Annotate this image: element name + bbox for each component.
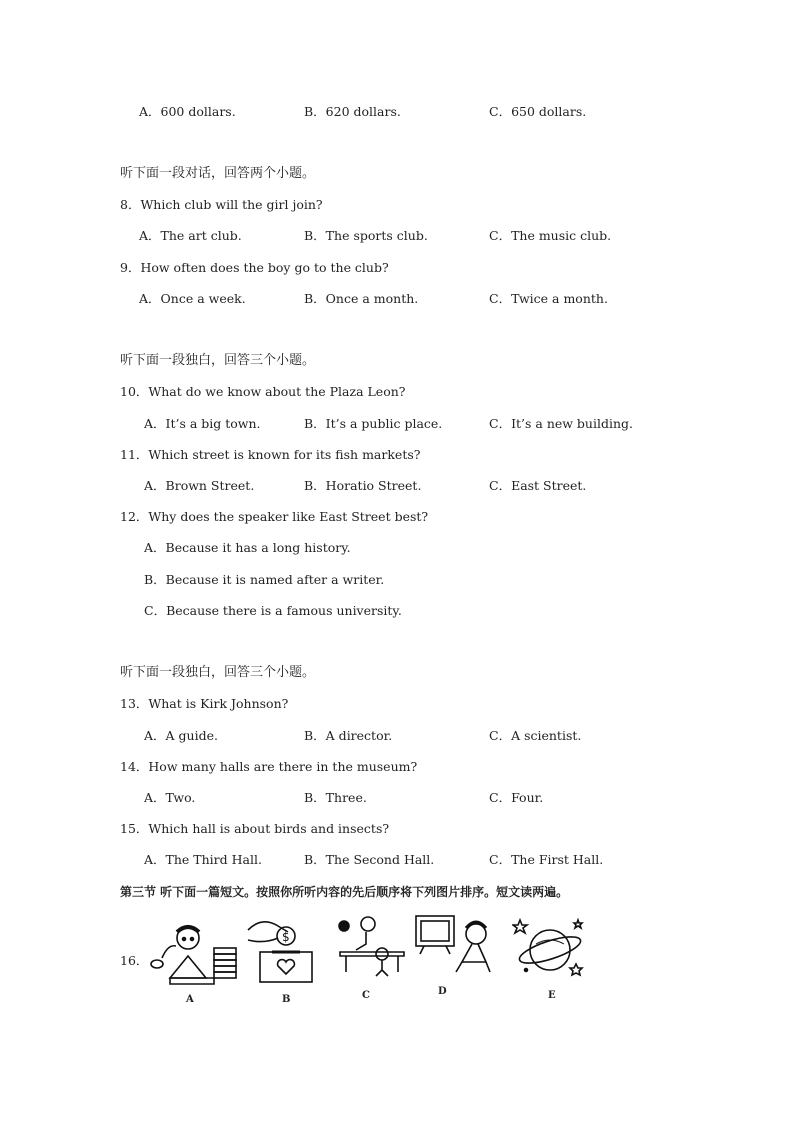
picture-label: D xyxy=(438,986,447,997)
option-c: C．It’s a new building. xyxy=(489,416,634,431)
option-a: A．Because it has a long history. xyxy=(144,540,351,555)
option-a: A．Two. xyxy=(144,790,196,805)
section-heading: 第三节 听下面一篇短文。按照你所听内容的先后顺序将下列图片排序。短文读两遍。 xyxy=(120,885,569,899)
question-stem: 12．Why does the speaker like East Street best? xyxy=(120,509,429,524)
picture-label: A xyxy=(186,994,194,1005)
option-a: A．It’s a big town. xyxy=(144,416,261,431)
question-stem: 13．What is Kirk Johnson? xyxy=(120,696,289,711)
picture-label: C xyxy=(362,990,370,1001)
option-c: C．The First Hall. xyxy=(489,852,604,867)
option-c: C．Four. xyxy=(489,790,544,805)
option-b: B．620 dollars. xyxy=(304,104,401,119)
question-stem: 10．What do we know about the Plaza Leon? xyxy=(120,384,406,399)
option-c: C．The music club. xyxy=(489,228,612,243)
option-b: B．Three. xyxy=(304,790,367,805)
option-c: C．A scientist. xyxy=(489,728,582,743)
question-stem: 9．How often does the boy go to the club? xyxy=(120,260,389,275)
question-number: 16． xyxy=(120,953,149,968)
option-b: B．The sports club. xyxy=(304,228,428,243)
option-b: B．It’s a public place. xyxy=(304,416,443,431)
option-b: B．Horatio Street. xyxy=(304,478,422,493)
question-stem: 14．How many halls are there in the museum? xyxy=(120,759,418,774)
option-a: A．The art club. xyxy=(139,228,242,243)
section-heading: 听下面一段对话，回答两个小题。 xyxy=(120,166,316,181)
picture-label: B xyxy=(282,994,291,1005)
option-c: C．Twice a month. xyxy=(489,291,608,306)
option-b: B．A director. xyxy=(304,728,393,743)
option-a: A．Brown Street. xyxy=(144,478,255,493)
option-c: C．East Street. xyxy=(489,478,587,493)
option-c: C．650 dollars. xyxy=(489,104,587,119)
picture-e-planet xyxy=(512,914,588,1001)
option-b: B．Once a month. xyxy=(304,291,419,306)
option-a: A．600 dollars. xyxy=(139,104,236,119)
svg-text:$: $ xyxy=(282,930,290,944)
option-a: A．A guide. xyxy=(144,728,218,743)
option-c: C．Because there is a famous university. xyxy=(144,603,402,618)
question-stem: 8．Which club will the girl join? xyxy=(120,197,323,212)
picture-d-child-watching-screen xyxy=(410,912,496,997)
option-b: B．The Second Hall. xyxy=(304,852,435,867)
picture-c-table-tennis xyxy=(336,914,410,1001)
section-heading: 听下面一段独白，回答三个小题。 xyxy=(120,665,316,680)
question-stem: 11．Which street is known for its fish markets? xyxy=(120,447,421,462)
option-b: B．Because it is named after a writer. xyxy=(144,572,385,587)
option-a: A．The Third Hall. xyxy=(144,852,262,867)
picture-a-reading-child xyxy=(148,918,240,1005)
section-heading: 听下面一段独白，回答三个小题。 xyxy=(120,353,316,368)
option-a: A．Once a week. xyxy=(139,291,246,306)
picture-label: E xyxy=(548,990,556,1001)
picture-b-donation-box xyxy=(244,916,318,1005)
question-stem: 15．Which hall is about birds and insects? xyxy=(120,821,390,836)
